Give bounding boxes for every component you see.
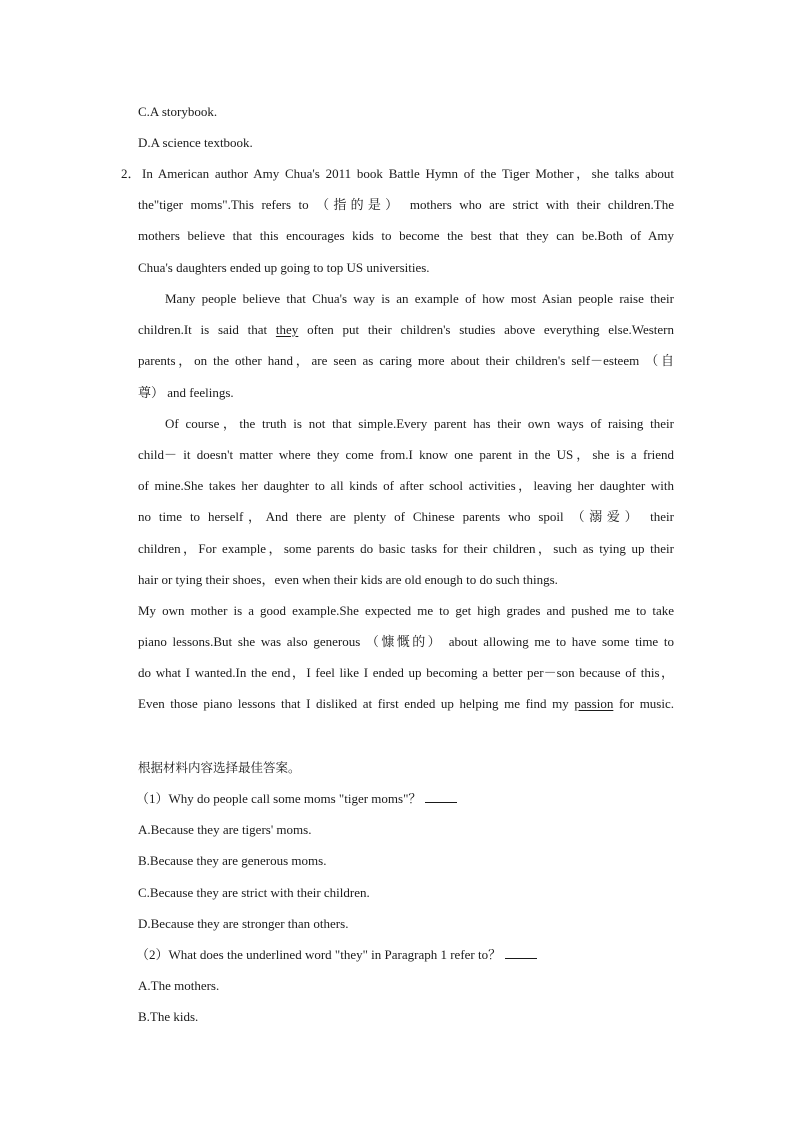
passage-p2-line1: Many people believe that Chua's way is an example of how most Asian people raise their bbox=[165, 291, 674, 306]
answer-blank-2[interactable] bbox=[505, 947, 537, 959]
passage-p1-line4: Chua's daughters ended up going to top US universities. bbox=[138, 260, 430, 275]
prev-option-c: C.A storybook. bbox=[138, 104, 218, 119]
passage-p2-line4: 尊） and feelings. bbox=[138, 385, 234, 400]
question-number: 2． bbox=[121, 166, 141, 181]
passage-p4-line1: My own mother is a good example.She expected me to get high grades and pushed me to take bbox=[138, 603, 674, 618]
passage-p1-line3: mothers believe that this encourages kids to become the best that they can be.Both of Amy bbox=[138, 228, 674, 243]
sub-question-2-option-a: A.The mothers. bbox=[138, 978, 220, 993]
sub-question-2-option-b: B.The kids. bbox=[138, 1009, 199, 1024]
sub-question-1-option-b: B.Because they are generous moms. bbox=[138, 853, 327, 868]
passage-p4-line2: piano lessons.But she was also generous （慷慨的） about allowing me to have some time to bbox=[138, 634, 674, 649]
underlined-word-they: they bbox=[275, 322, 299, 337]
underlined-word-passion: passion bbox=[574, 696, 614, 711]
sub-question-1-option-d: D.Because they are stronger than others. bbox=[138, 916, 349, 931]
passage-p3-line3: of mine.She takes her daughter to all kinds of after school activities，leaving her daughter with bbox=[138, 478, 674, 493]
prev-option-d: D.A science textbook. bbox=[138, 135, 253, 150]
instruction-text: 根据材料内容选择最佳答案。 bbox=[138, 760, 301, 775]
passage-p4-line4: Even those piano lessons that I disliked at first ended up helping me find my passion for music. bbox=[138, 696, 674, 711]
sub-question-1-option-c: C.Because they are strict with their children. bbox=[138, 885, 370, 900]
passage-p1-line2: the"tiger moms".This refers to （指的是） mothers who are strict with their children.The bbox=[138, 197, 674, 212]
passage-p3-line2: child－ it doesn't matter where they come from.I know one parent in the US，she is a friend bbox=[138, 447, 674, 462]
passage-p3-line4: no time to herself，And there are plenty of Chinese parents who spoil （溺爱） their bbox=[138, 509, 674, 524]
passage-p4-line3: do what I wanted.In the end，I feel like I ended up becoming a better per－son because of this， bbox=[138, 665, 674, 680]
sub-question-1-option-a: A.Because they are tigers' moms. bbox=[138, 822, 312, 837]
passage-p2-line3: parents，on the other hand，are seen as caring more about their children's self－esteem （自 bbox=[138, 353, 674, 368]
answer-blank-1[interactable] bbox=[425, 791, 457, 803]
passage-p2-line2: children.It is said that they often put their children's studies above everything else.Western bbox=[138, 322, 674, 337]
sub-question-2-stem: （2）What does the underlined word "they" in Paragraph 1 refer to？ bbox=[136, 947, 672, 963]
sub-question-1-stem: （1）Why do people call some moms "tiger moms"？ bbox=[136, 791, 672, 807]
passage-p3-line1: Of course，the truth is not that simple.Every parent has their own ways of raising their bbox=[165, 416, 674, 431]
passage-p3-line5: children，For example，some parents do basic tasks for their children，such as tying up their bbox=[138, 541, 674, 556]
passage-p3-line6: hair or tying their shoes，even when their kids are old enough to do such things. bbox=[138, 572, 558, 587]
passage-p1-line1: In American author Amy Chua's 2011 book Battle Hymn of the Tiger Mother，she talks about bbox=[142, 166, 674, 181]
